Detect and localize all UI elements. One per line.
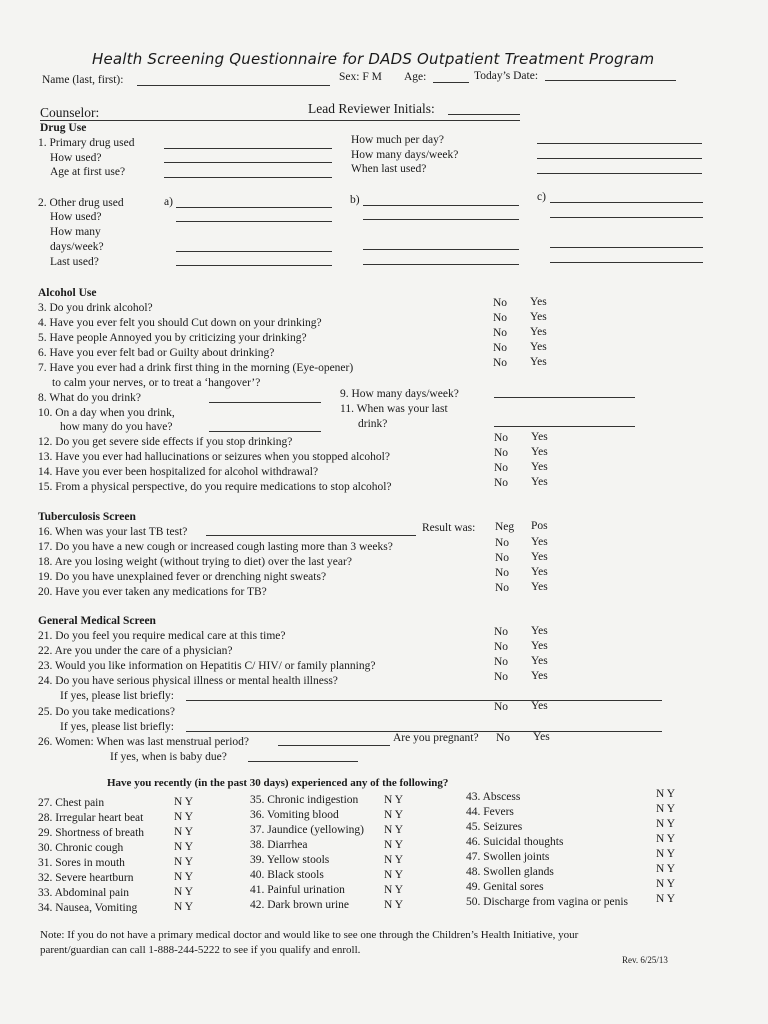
q15-yes[interactable]: Yes xyxy=(531,476,548,488)
list-briefly-1: If yes, please list briefly: xyxy=(60,690,175,702)
other-drug-b-field[interactable] xyxy=(363,205,519,206)
baby-due-label: If yes, when is baby due? xyxy=(110,751,227,763)
col-c-label: c) xyxy=(537,191,546,203)
date-label: Today’s Date: xyxy=(474,70,539,82)
how-used-label: How used? xyxy=(50,152,102,164)
q20-yes[interactable]: Yes xyxy=(531,581,548,593)
q12-no[interactable]: No xyxy=(494,432,509,444)
q22-no[interactable]: No xyxy=(494,641,509,653)
sym-36: 36. Vomiting blood xyxy=(250,809,339,821)
sym-30: 30. Chronic cough xyxy=(38,842,124,854)
sym-37: 37. Jaundice (yellowing) xyxy=(250,824,365,836)
when-last-label: When last used? xyxy=(351,163,427,175)
pregnant-yes[interactable]: Yes xyxy=(533,731,550,743)
days-week2-label: days/week? xyxy=(50,241,104,253)
sym-50: 50. Discharge from vagina or penis xyxy=(466,896,629,908)
ny-31[interactable]: N Y xyxy=(174,856,194,868)
recent-heading: Have you recently (in the past 30 days) experienced any of the following? xyxy=(107,777,449,789)
name-label: Name (last, first): xyxy=(42,74,124,86)
q8: 8. What do you drink? xyxy=(38,392,141,404)
q24-no[interactable]: No xyxy=(494,671,509,683)
q7-cont: to calm your nerves, or to treat a ‘hangover’? xyxy=(52,377,261,389)
how-much-field[interactable] xyxy=(537,143,702,144)
col-a-label: a) xyxy=(164,196,173,208)
ny-39[interactable]: N Y xyxy=(384,854,404,866)
sym-33: 33. Abdominal pain xyxy=(38,887,130,899)
tb-heading: Tuberculosis Screen xyxy=(38,511,136,523)
q15-no[interactable]: No xyxy=(494,477,509,489)
alcohol-heading: Alcohol Use xyxy=(38,287,97,299)
ny-33[interactable]: N Y xyxy=(174,886,194,898)
q6-yes[interactable]: Yes xyxy=(530,341,547,353)
q7-yes[interactable]: Yes xyxy=(530,356,547,368)
q7-no[interactable]: No xyxy=(493,357,508,369)
q1-field[interactable] xyxy=(164,148,332,149)
sym-47: 47. Swollen joints xyxy=(466,851,550,863)
ny-42[interactable]: N Y xyxy=(384,899,404,911)
q3-no[interactable]: No xyxy=(493,297,508,309)
pregnant-label: Are you pregnant? xyxy=(393,732,479,744)
form-title: Health Screening Questionnaire for DADS Outpatient Treatment Program xyxy=(92,50,655,68)
ny-50[interactable]: N Y xyxy=(656,893,676,905)
q4: 4. Have you ever felt you should Cut down on your drinking? xyxy=(38,317,322,329)
sym-29: 29. Shortness of breath xyxy=(38,827,145,839)
q20: 20. Have you ever taken any medications for TB? xyxy=(38,586,267,598)
q8-field[interactable] xyxy=(209,402,321,403)
age-label: Age: xyxy=(404,71,427,83)
list-1-field[interactable] xyxy=(186,700,662,701)
list-briefly-2: If yes, please list briefly: xyxy=(60,721,175,733)
sym-45: 45. Seizures xyxy=(466,821,523,833)
q21-yes[interactable]: Yes xyxy=(531,625,548,637)
q5-yes[interactable]: Yes xyxy=(530,326,547,338)
q11: 11. When was your last xyxy=(340,403,448,415)
q25-no[interactable]: No xyxy=(494,701,509,713)
days-week-field[interactable] xyxy=(537,158,702,159)
q23-yes[interactable]: Yes xyxy=(531,655,548,667)
counselor-label: Counselor: xyxy=(40,105,100,120)
ny-40[interactable]: N Y xyxy=(384,869,404,881)
q1-label: 1. Primary drug used xyxy=(38,137,135,149)
age-first-label: Age at first use? xyxy=(50,166,126,178)
name-field[interactable] xyxy=(137,85,330,86)
q18: 18. Are you losing weight (without trying to diet) over the last year? xyxy=(38,556,352,568)
counselor-underline[interactable] xyxy=(40,120,520,121)
sym-27: 27. Chest pain xyxy=(38,797,105,809)
q4-yes[interactable]: Yes xyxy=(530,311,547,323)
ny-34[interactable]: N Y xyxy=(174,901,194,913)
revision-label: Rev. 6/25/13 xyxy=(622,955,668,965)
sym-49: 49. Genital sores xyxy=(466,881,544,893)
q25: 25. Do you take medications? xyxy=(38,706,176,718)
ny-36[interactable]: N Y xyxy=(384,809,404,821)
sym-44: 44. Fevers xyxy=(466,806,514,818)
sym-40: 40. Black stools xyxy=(250,869,324,881)
q26: 26. Women: When was last menstrual period? xyxy=(38,736,250,748)
q10-cont: how many do you have? xyxy=(60,421,173,433)
days-b-field[interactable] xyxy=(363,249,519,250)
sym-28: 28. Irregular heart beat xyxy=(38,812,144,824)
q3-yes[interactable]: Yes xyxy=(530,296,547,308)
q11-cont: drink? xyxy=(358,418,388,430)
sym-48: 48. Swollen glands xyxy=(466,866,554,878)
days-c-field[interactable] xyxy=(550,247,703,248)
result-label: Result was: xyxy=(422,522,476,534)
ny-43[interactable]: N Y xyxy=(656,788,676,800)
q6: 6. Have you ever felt bad or Guilty about drinking? xyxy=(38,347,275,359)
q3: 3. Do you drink alcohol? xyxy=(38,302,153,314)
q15: 15. From a physical perspective, do you require medications to stop alcohol? xyxy=(38,481,392,493)
q22-yes[interactable]: Yes xyxy=(531,640,548,652)
q19-yes[interactable]: Yes xyxy=(531,566,548,578)
q7: 7. Have you ever had a drink first thing in the morning (Eye-opener) xyxy=(38,362,354,374)
q23-no[interactable]: No xyxy=(494,656,509,668)
age-field[interactable] xyxy=(433,82,469,83)
q22: 22. Are you under the care of a physician? xyxy=(38,645,233,657)
ny-38[interactable]: N Y xyxy=(384,839,404,851)
q13-yes[interactable]: Yes xyxy=(531,446,548,458)
sym-34: 34. Nausea, Vomiting xyxy=(38,902,138,914)
q24-yes[interactable]: Yes xyxy=(531,670,548,682)
q21: 21. Do you feel you require medical care at this time? xyxy=(38,630,286,642)
how-used-field[interactable] xyxy=(164,162,332,163)
sym-41: 41. Painful urination xyxy=(250,884,345,896)
q13: 13. Have you ever had hallucinations or seizures when you stopped alcohol? xyxy=(38,451,390,463)
tb-pos[interactable]: Pos xyxy=(531,520,548,532)
q23: 23. Would you like information on Hepatitis C/ HIV/ or family planning? xyxy=(38,660,376,672)
q13-no[interactable]: No xyxy=(494,447,509,459)
q9: 9. How many days/week? xyxy=(340,388,459,400)
q14-yes[interactable]: Yes xyxy=(531,461,548,473)
q20-no[interactable]: No xyxy=(495,582,510,594)
days-week-label: How many days/week? xyxy=(351,149,459,161)
ny-41[interactable]: N Y xyxy=(384,884,404,896)
ny-45[interactable]: N Y xyxy=(656,818,676,830)
q14: 14. Have you ever been hospitalized for alcohol withdrawal? xyxy=(38,466,319,478)
medical-heading: General Medical Screen xyxy=(38,615,156,627)
q21-no[interactable]: No xyxy=(494,626,509,638)
ny-49[interactable]: N Y xyxy=(656,878,676,890)
q12: 12. Do you get severe side effects if you stop drinking? xyxy=(38,436,293,448)
days-a-field[interactable] xyxy=(176,251,332,252)
tb-neg[interactable]: Neg xyxy=(495,521,515,533)
last-b-field[interactable] xyxy=(363,264,519,265)
date-field[interactable] xyxy=(545,80,676,81)
ny-29[interactable]: N Y xyxy=(174,826,194,838)
last-used-label: Last used? xyxy=(50,256,99,268)
how-much-label: How much per day? xyxy=(351,134,444,146)
how-used-b-field[interactable] xyxy=(363,219,519,220)
q10: 10. On a day when you drink, xyxy=(38,407,175,419)
q24: 24. Do you have serious physical illness or mental health illness? xyxy=(38,675,338,687)
sym-43: 43. Abscess xyxy=(466,791,521,803)
q19-no[interactable]: No xyxy=(495,567,510,579)
q19: 19. Do you have unexplained fever or drenching night sweats? xyxy=(38,571,327,583)
baby-due-field[interactable] xyxy=(248,761,358,762)
q12-yes[interactable]: Yes xyxy=(531,431,548,443)
sym-35: 35. Chronic indigestion xyxy=(250,794,359,806)
how-many-label: How many xyxy=(50,226,101,238)
q9-field[interactable] xyxy=(494,397,635,398)
reviewer-field[interactable] xyxy=(448,114,520,115)
reviewer-label: Lead Reviewer Initials: xyxy=(308,101,435,116)
ny-32[interactable]: N Y xyxy=(174,871,194,883)
q26-field[interactable] xyxy=(278,745,390,746)
sym-46: 46. Suicidal thoughts xyxy=(466,836,564,848)
ny-37[interactable]: N Y xyxy=(384,824,404,836)
sex-label: Sex: F M xyxy=(339,71,382,83)
q18-yes[interactable]: Yes xyxy=(531,551,548,563)
q17-no[interactable]: No xyxy=(495,537,510,549)
q14-no[interactable]: No xyxy=(494,462,509,474)
q17: 17. Do you have a new cough or increased cough lasting more than 3 weeks? xyxy=(38,541,393,553)
ny-48[interactable]: N Y xyxy=(656,863,676,875)
q10-field[interactable] xyxy=(209,431,321,432)
age-first-field[interactable] xyxy=(164,177,332,178)
how-used-c-field[interactable] xyxy=(550,217,703,218)
q5: 5. Have people Annoyed you by criticizing your drinking? xyxy=(38,332,307,344)
sym-39: 39. Yellow stools xyxy=(250,854,330,866)
q4-no[interactable]: No xyxy=(493,312,508,324)
ny-30[interactable]: N Y xyxy=(174,841,194,853)
q17-yes[interactable]: Yes xyxy=(531,536,548,548)
q6-no[interactable]: No xyxy=(493,342,508,354)
ny-28[interactable]: N Y xyxy=(174,811,194,823)
other-drug-a-field[interactable] xyxy=(176,207,332,208)
how-used-a-field[interactable] xyxy=(176,221,332,222)
ny-47[interactable]: N Y xyxy=(656,848,676,860)
last-c-field[interactable] xyxy=(550,262,703,263)
other-drug-c-field[interactable] xyxy=(550,202,703,203)
pregnant-no[interactable]: No xyxy=(496,732,511,744)
ny-46[interactable]: N Y xyxy=(656,833,676,845)
when-last-field[interactable] xyxy=(537,173,702,174)
how-used2-label: How used? xyxy=(50,211,102,223)
ny-27[interactable]: N Y xyxy=(174,796,194,808)
q5-no[interactable]: No xyxy=(493,327,508,339)
ny-35[interactable]: N Y xyxy=(384,794,404,806)
sym-38: 38. Diarrhea xyxy=(250,839,308,851)
col-b-label: b) xyxy=(350,194,360,206)
q16: 16. When was your last TB test? xyxy=(38,526,188,538)
drug-heading: Drug Use xyxy=(40,122,87,134)
note-line-1: Note: If you do not have a primary medical doctor and would like to see one through the Children’s Health Initiative, your xyxy=(40,929,579,941)
last-a-field[interactable] xyxy=(176,265,332,266)
ny-44[interactable]: N Y xyxy=(656,803,676,815)
note-line-2: parent/guardian can call 1-888-244-5222 to see if you qualify and enroll. xyxy=(40,944,361,956)
q11-field[interactable] xyxy=(494,426,635,427)
sym-32: 32. Severe heartburn xyxy=(38,872,134,884)
q16-field[interactable] xyxy=(206,535,416,536)
q18-no[interactable]: No xyxy=(495,552,510,564)
sym-42: 42. Dark brown urine xyxy=(250,899,350,911)
sym-31: 31. Sores in mouth xyxy=(38,857,125,869)
q25-yes[interactable]: Yes xyxy=(531,700,548,712)
q2-label: 2. Other drug used xyxy=(38,197,124,209)
